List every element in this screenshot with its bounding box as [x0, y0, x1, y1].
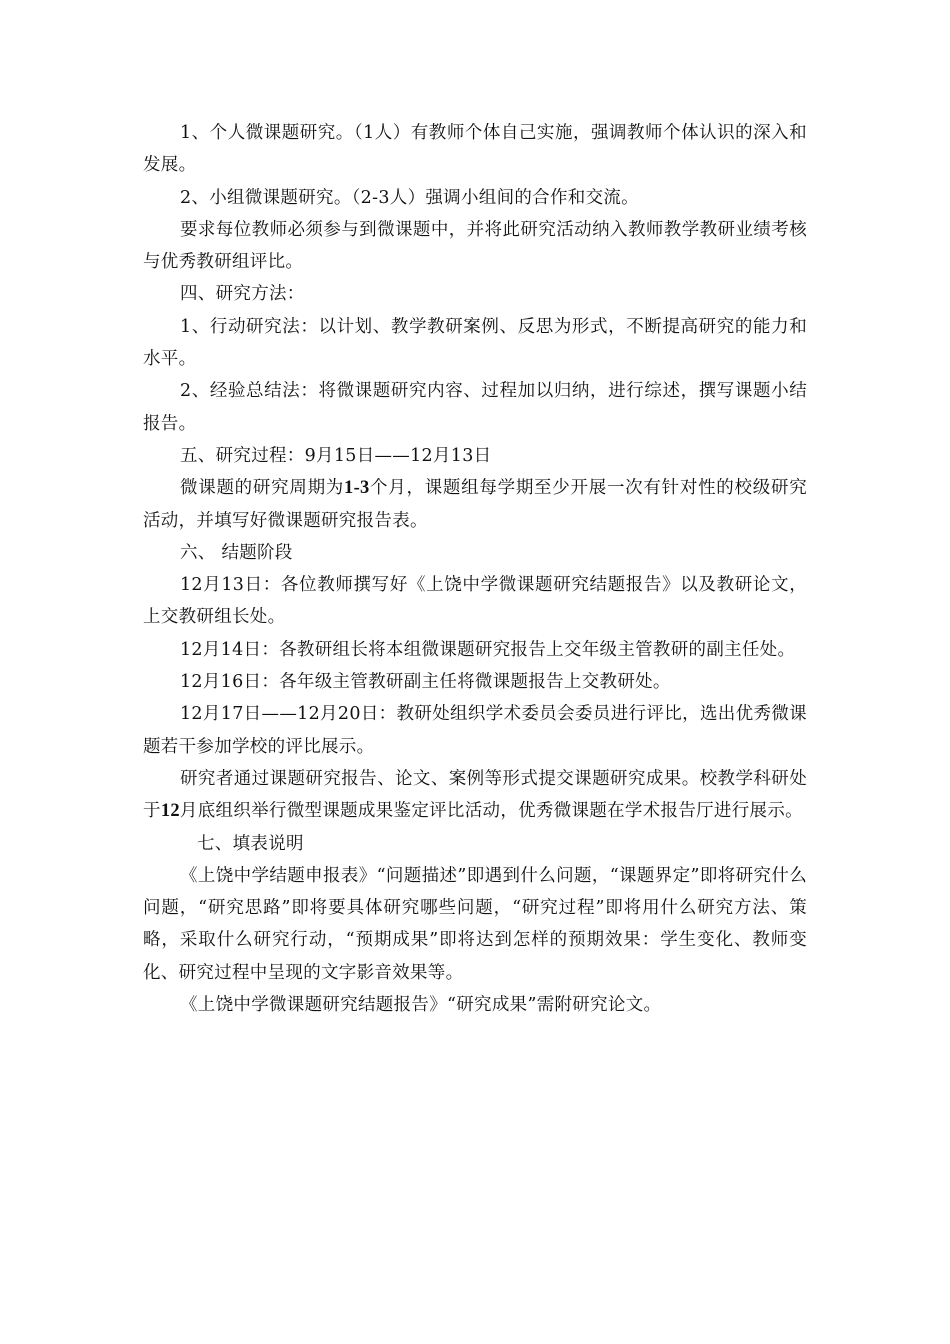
paragraph-research-cycle — [143, 472, 807, 537]
text-run: 微课题的研究周期为 — [180, 478, 345, 499]
document-body — [143, 117, 807, 1021]
section-heading-research-process: 五、研究过程：9月15日——12月13日 — [180, 445, 492, 466]
paragraph-final-report: 《上饶中学微课题研究结题报告》“研究成果”需附研究论文。 — [180, 995, 662, 1016]
paragraph-individual-research: 1、个人微课题研究。（1人）有教师个体自己实施，强调教师个体认识的深入和发展。 — [143, 123, 807, 176]
paragraph-participation-requirement: 要求每位教师必须参与到微课题中，并将此研究活动纳入教师教学教研业绩考核与优秀教研组评比。 — [143, 219, 807, 273]
section-heading-conclusion-stage: 六、 结题阶段 — [180, 542, 293, 563]
paragraph-action-research: 1、行动研究法：以计划、教学教研案例、反思为形式，不断提高研究的能力和水平。 — [143, 316, 807, 370]
paragraph-dec13: 12月13日：各位教师撰写好《上饶中学微课题研究结题报告》以及教研论文，上交教研组长处。 — [143, 575, 807, 628]
paragraph-experience-summary: 2、经验总结法：将微课题研究内容、过程加以归纳，进行综述，撰写课题小结报告。 — [143, 381, 807, 434]
paragraph-group-research: 2、小组微课题研究。（2-3人）强调小组间的合作和交流。 — [180, 187, 639, 208]
bold-run: 1-3 — [344, 478, 370, 499]
paragraph-research-results — [143, 763, 807, 828]
paragraph-application-form: 《上饶中学结题申报表》“问题描述”即遇到什么问题，“课题界定”即将研究什么问题，“研究思路”即将要具体研究哪些问题，“研究过程”即将用什么研究方法、策略，采取什么研究行动，“预期成果”即将达到怎样的预期效果：学生变化、教师变化、研究过程中呈现的文字影音效果等。 — [143, 865, 807, 983]
section-heading-form-instructions: 七、填表说明 — [197, 833, 304, 854]
bold-run: 12 — [160, 801, 180, 822]
paragraph-dec17-20: 12月17日——12月20日：教研处组织学术委员会委员进行评比，选出优秀微课题若干参加学校的评比展示。 — [143, 704, 807, 757]
section-heading-research-methods: 四、研究方法： — [180, 284, 305, 305]
text-run: 月底组织举行微型课题成果鉴定评比活动，优秀微课题在学术报告厅进行展示。 — [179, 801, 803, 822]
paragraph-dec14: 12月14日：各教研组长将本组微课题研究报告上交年级主管教研的副主任处。 — [180, 639, 796, 660]
text-run: 研究者通过课题研究报告、论文、案例等形式提交课题研究成果。校教学科研处于 — [143, 768, 807, 822]
paragraph-dec16: 12月16日：各年级主管教研副主任将微课题报告上交教研处。 — [180, 672, 671, 693]
text-run: 个月，课题组每学期至少开展一次有针对性的校级研究活动，并填写好微课题研究报告表。 — [143, 478, 807, 531]
